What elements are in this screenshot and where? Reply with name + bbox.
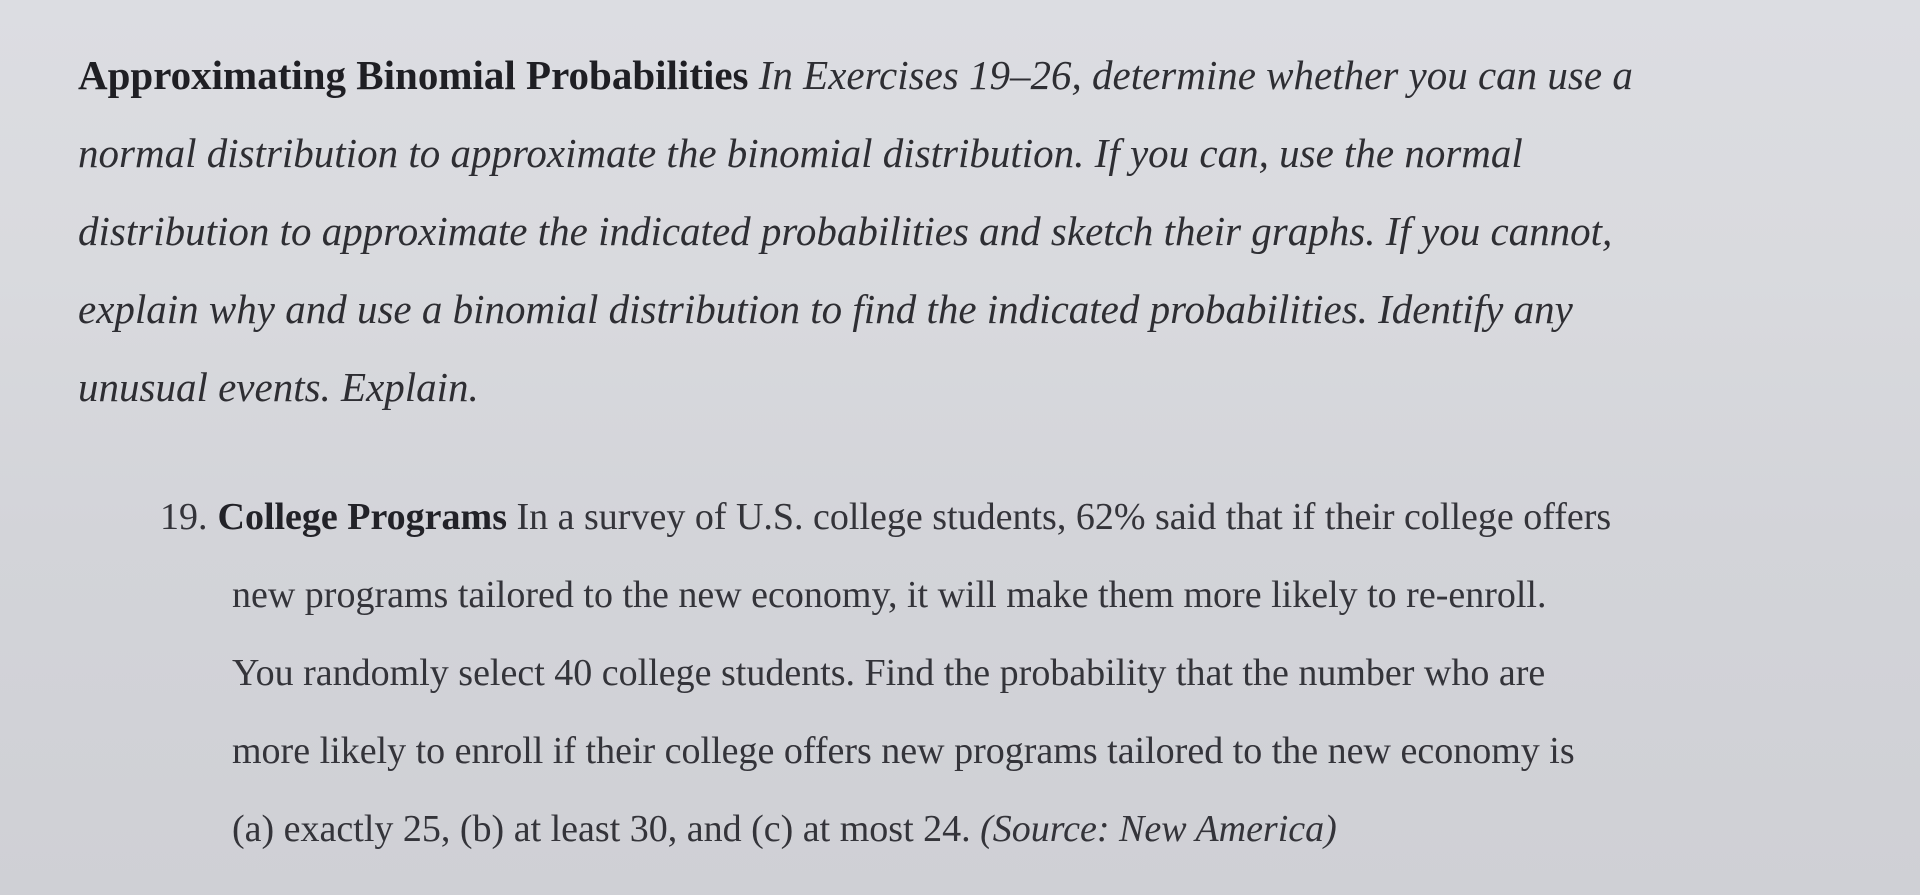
instructions-line-1 bbox=[78, 36, 1778, 114]
instructions-line-4: explain why and use a binomial distribution to find the indicated probabilities. Identify any bbox=[78, 286, 1573, 332]
instructions-text: In Exercises 19–26, determine whether you can use a bbox=[758, 52, 1633, 98]
exercise-line-3: You randomly select 40 college students. Find the probability that the number who are bbox=[232, 652, 1546, 694]
exercise-number: 19. bbox=[160, 496, 208, 538]
exercise-text: In a survey of U.S. college students, 62% said that if their college offers bbox=[516, 496, 1612, 538]
instructions-paragraph bbox=[78, 36, 1778, 426]
exercise-line-5 bbox=[160, 790, 1800, 868]
exercise-source: (Source: New America) bbox=[980, 808, 1337, 850]
exercise-title: College Programs bbox=[217, 496, 507, 538]
exercise-19 bbox=[160, 478, 1800, 868]
exercise-line-2: new programs tailored to the new economy, it will make them more likely to re-enroll. bbox=[232, 574, 1547, 616]
instructions-line-5: unusual events. Explain. bbox=[78, 364, 479, 410]
instructions-line-3: distribution to approximate the indicated probabilities and sketch their graphs. If you cannot, bbox=[78, 208, 1613, 254]
section-heading: Approximating Binomial Probabilities bbox=[78, 52, 749, 98]
exercise-line-1 bbox=[160, 478, 1800, 556]
exercise-parts: (a) exactly 25, (b) at least 30, and (c) at most 24. bbox=[232, 808, 971, 850]
instructions-line-2: normal distribution to approximate the binomial distribution. If you can, use the normal bbox=[78, 130, 1523, 176]
exercise-line-4: more likely to enroll if their college offers new programs tailored to the new economy is bbox=[232, 730, 1575, 772]
